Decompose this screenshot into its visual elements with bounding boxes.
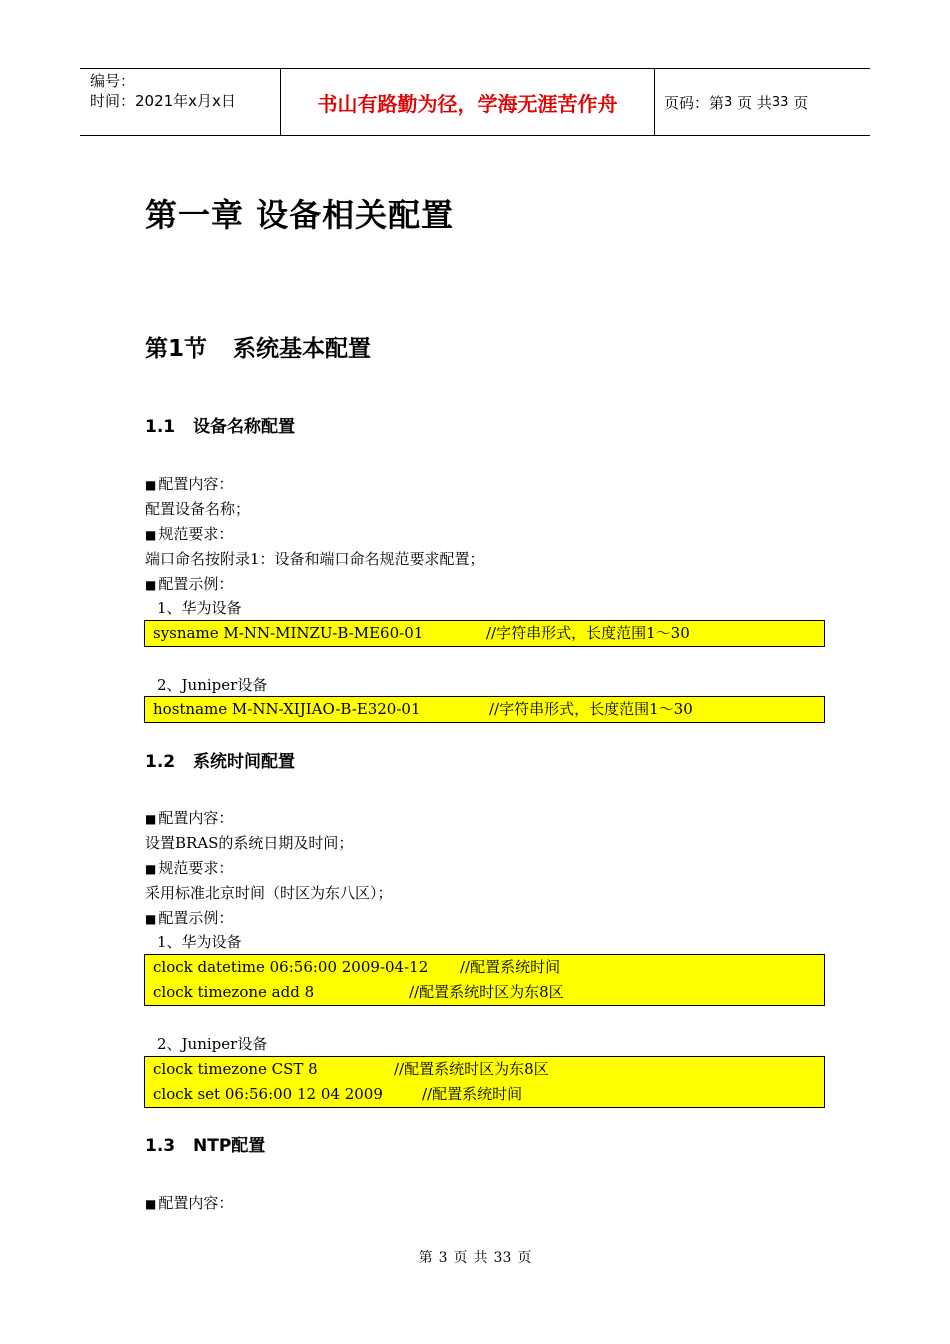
header-time-label: 时间：2021年x月x日 (90, 92, 236, 110)
header-page-prefix: 页码：第 (664, 93, 725, 112)
code-block (144, 696, 825, 723)
bullet-line: ■ 规范要求： (145, 525, 234, 543)
header-page-info (655, 69, 870, 135)
header-page-suffix: 页 (793, 93, 809, 112)
code-comment: //配置系统时区为东8区 (409, 983, 564, 1001)
code-block (144, 620, 825, 647)
subsection-title: NTP配置 (193, 1136, 266, 1156)
square-bullet-icon: ■ (145, 862, 157, 876)
subsection-number: 1.2 (145, 752, 176, 772)
code-row (145, 1057, 824, 1082)
code-row (145, 955, 824, 980)
square-bullet-icon: ■ (145, 578, 157, 592)
code-comment: //字符串形式，长度范围1～30 (486, 624, 690, 642)
section-title: 系统基本配置 (233, 336, 372, 362)
code-row (145, 621, 824, 646)
bullet-line: ■ 配置内容： (145, 1194, 234, 1212)
code-row (145, 980, 824, 1005)
subsection-1-3-heading (145, 1131, 265, 1156)
code-comment: //字符串形式，长度范围1～30 (489, 700, 693, 718)
subsection-title: 设备名称配置 (193, 417, 295, 437)
code-command: clock timezone CST 8 (153, 1060, 318, 1078)
bullet-line: ■ 配置内容： (145, 475, 234, 493)
subsection-number: 1.1 (145, 417, 176, 437)
header-page-mid: 页 共 (737, 93, 772, 112)
code-comment: //配置系统时区为东8区 (394, 1060, 549, 1078)
code-comment: //配置系统时间 (422, 1085, 523, 1103)
header-page-total: 33 (771, 94, 789, 110)
bullet-line: ■ 配置内容： (145, 809, 234, 827)
text-line: 采用标准北京时间（时区为东八区）； (145, 884, 393, 902)
code-command: clock set 06:56:00 12 04 2009 (153, 1085, 383, 1103)
chapter-title: 第一章 设备相关配置 (145, 196, 455, 234)
code-command: clock datetime 06:56:00 2009-04-12 (153, 958, 429, 976)
footer-page-total: 33 (493, 1250, 512, 1266)
subsection-title: 系统时间配置 (193, 752, 295, 772)
example-label: 1、华为设备 (157, 933, 242, 951)
header-page-number: 3 (724, 94, 733, 110)
square-bullet-icon: ■ (145, 1197, 157, 1211)
code-comment: //配置系统时间 (460, 958, 561, 976)
code-row (145, 697, 824, 722)
section-heading (145, 330, 371, 363)
subsection-1-2-heading (145, 747, 295, 772)
code-block (144, 954, 825, 1006)
bullet-line: ■ 配置示例： (145, 575, 234, 593)
header-left-cell (80, 69, 281, 135)
code-block (144, 1056, 825, 1108)
page-footer: 第 3 页 共 33 页 (418, 1250, 532, 1266)
code-command: clock timezone add 8 (153, 983, 315, 1001)
code-command: hostname M-NN-XIJIAO-B-E320-01 (153, 700, 421, 718)
square-bullet-icon: ■ (145, 528, 157, 542)
example-label: 2、Juniper设备 (157, 1035, 268, 1053)
square-bullet-icon: ■ (145, 478, 157, 492)
subsection-1-1-heading (145, 412, 295, 437)
code-row (145, 1082, 824, 1107)
subsection-number: 1.3 (145, 1136, 176, 1156)
text-line: 端口命名按附录1：设备和端口命名规范要求配置； (145, 550, 485, 568)
square-bullet-icon: ■ (145, 812, 157, 826)
example-label: 2、Juniper设备 (157, 676, 268, 694)
code-command: sysname M-NN-MINZU-B-ME60-01 (153, 624, 424, 642)
bullet-line: ■ 规范要求： (145, 859, 234, 877)
text-line: 设置BRAS的系统日期及时间； (145, 834, 354, 852)
square-bullet-icon: ■ (145, 912, 157, 926)
example-label: 1、华为设备 (157, 599, 242, 617)
header-number-label: 编号： (90, 72, 136, 90)
header-motto: 书山有路勤为径，学海无涯苦作舟 (281, 69, 655, 135)
bullet-line: ■ 配置示例： (145, 909, 234, 927)
page-header (80, 68, 870, 136)
section-number: 第1节 (145, 336, 208, 362)
text-line: 配置设备名称； (145, 500, 251, 518)
footer-page-number: 3 (438, 1250, 448, 1266)
